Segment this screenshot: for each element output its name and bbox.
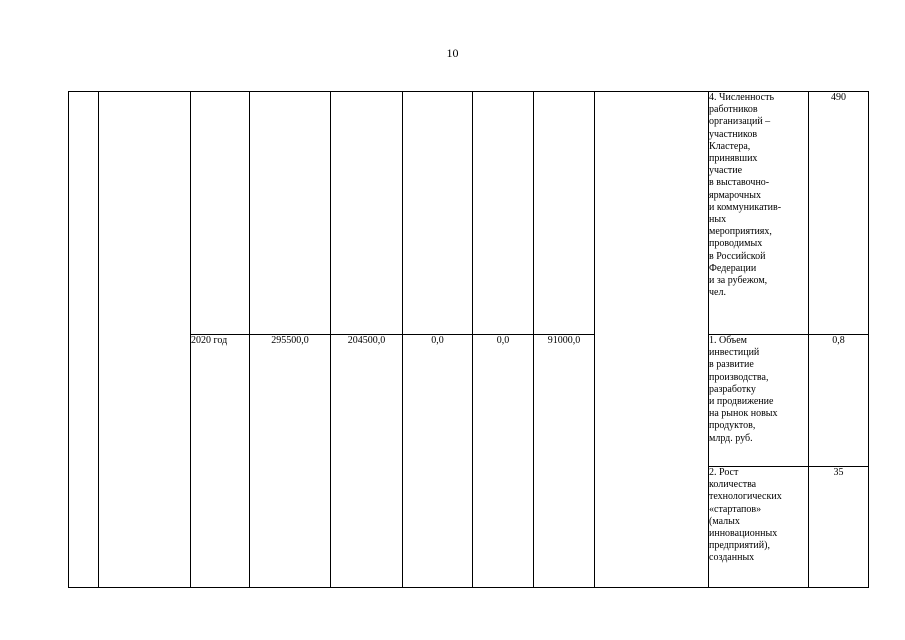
indicator-value: 490 <box>809 92 869 335</box>
page-number: 10 <box>446 46 459 60</box>
amount-cell: 91000,0 <box>534 335 595 588</box>
table-cell-empty <box>403 92 473 335</box>
total-cell: 295500,0 <box>250 335 331 588</box>
indicator-value: 35 <box>809 467 869 588</box>
program-indicators-table <box>68 91 869 588</box>
year-cell: 2020 год <box>191 335 250 588</box>
amount-cell: 204500,0 <box>331 335 403 588</box>
amount-cell: 0,0 <box>403 335 473 588</box>
amount-cell: 0,0 <box>473 335 534 588</box>
table-cell-empty <box>191 92 250 335</box>
table-row <box>69 92 869 335</box>
indicator-text: 1. Объем инвестиций в развитие производства, разработку и продвижение на рынок новых продуктов, млрд. руб. <box>709 335 809 467</box>
table-cell-empty <box>331 92 403 335</box>
table-cell-empty <box>595 92 709 588</box>
table-cell-empty <box>473 92 534 335</box>
table-cell-empty <box>99 92 191 588</box>
table-cell-empty <box>250 92 331 335</box>
table-cell-empty <box>69 92 99 588</box>
indicator-text: 4. Численность работников организаций – участников Кластера, принявших участие в выставочно- ярмарочных и коммуникатив- ных мероприятиях, проводимых в Российской Федерации и за рубежом, чел. <box>709 92 809 335</box>
table-cell-empty <box>534 92 595 335</box>
indicator-text: 2. Рост количества технологических «стартапов» (малых инновационных предприятий), созданных <box>709 467 809 588</box>
indicator-value: 0,8 <box>809 335 869 467</box>
